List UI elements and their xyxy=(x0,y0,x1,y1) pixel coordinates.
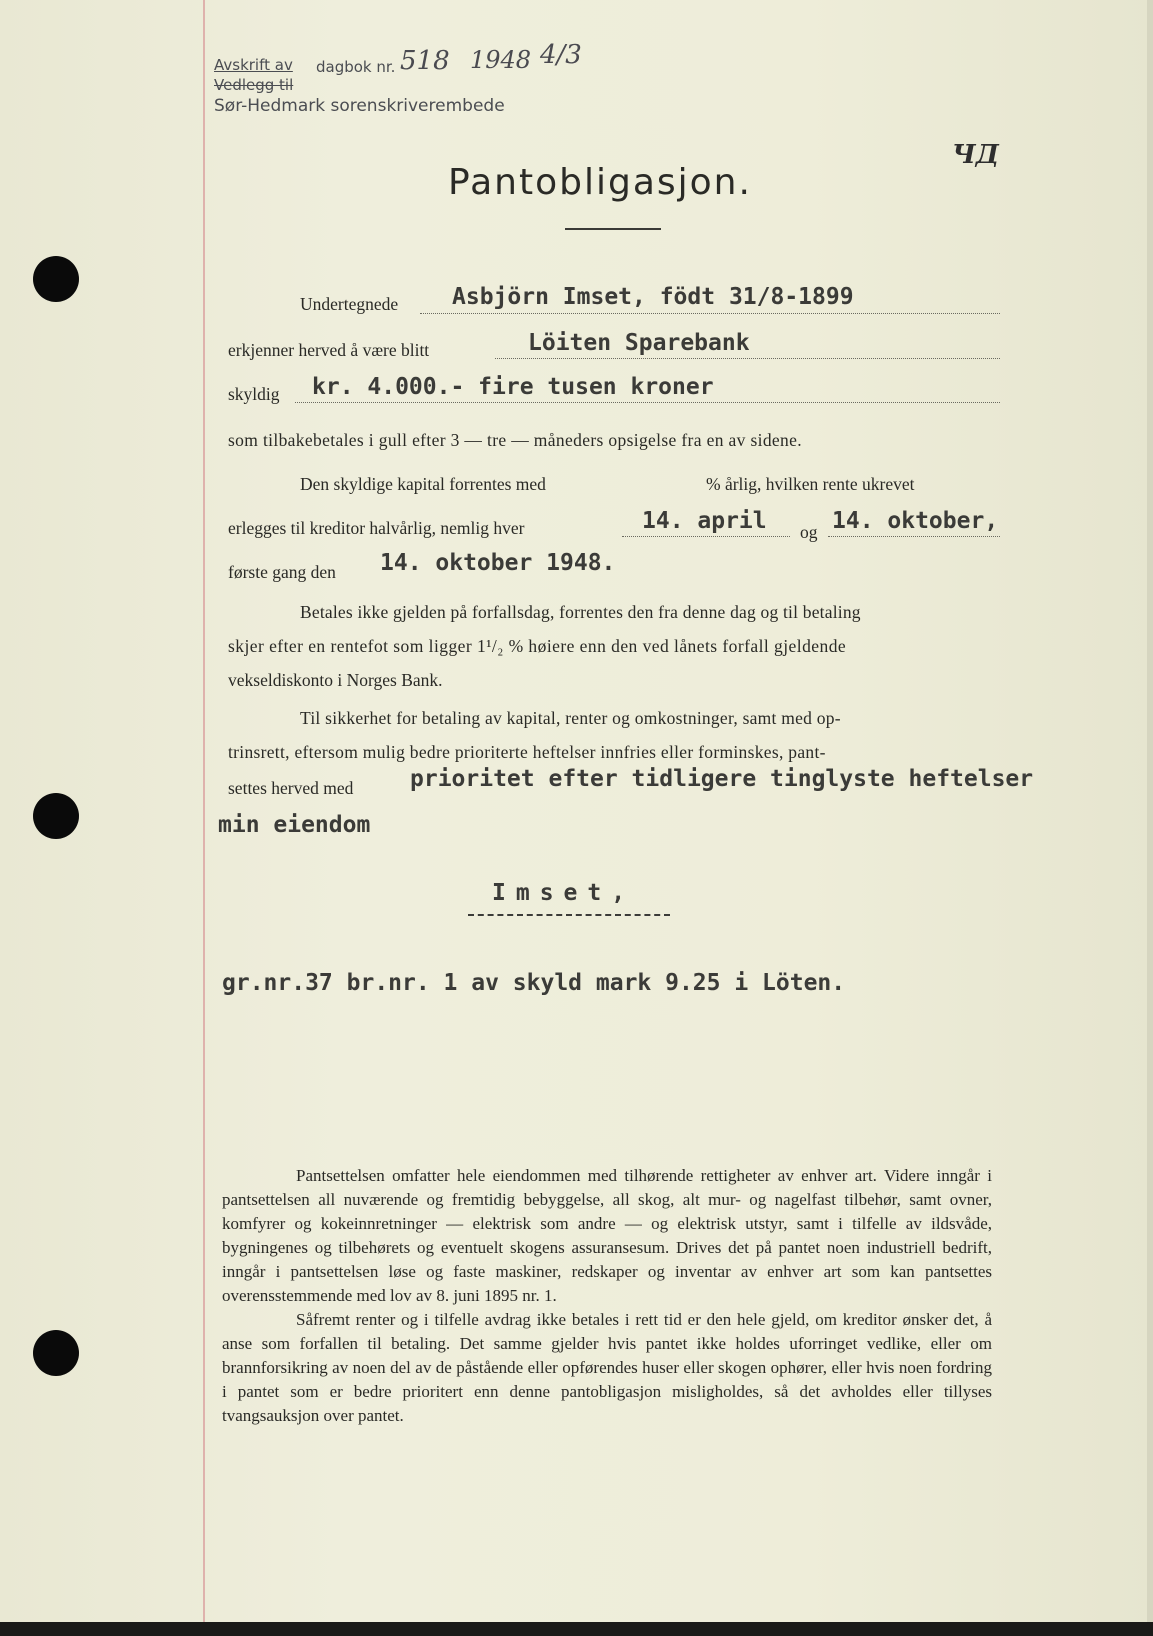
property-name: Imset, xyxy=(492,880,636,906)
dotted-line xyxy=(828,535,1000,537)
betales-line-1: Betales ikke gjelden på forfallsdag, forrentes den fra denne dag og til betaling xyxy=(300,602,861,622)
scan-bottom-edge xyxy=(0,1622,1153,1636)
skyldig-label: skyldig xyxy=(228,384,280,404)
erkjenner-label: erkjenner herved å være blitt xyxy=(228,340,430,360)
punch-hole xyxy=(33,256,79,302)
office-stamp: Sør-Hedmark sorenskriverembede xyxy=(214,96,505,116)
sikkerhet-line-3: settes herved med xyxy=(228,778,354,798)
terms-paragraphs xyxy=(222,1164,992,1428)
sikkerhet-line-1: Til sikkerhet for betaling av kapital, renter og omkostninger, samt med op- xyxy=(300,708,841,728)
interest-text-2: % årlig, hvilken rente ukrevet xyxy=(706,474,915,494)
terms-paragraph-1: Pantsettelsen omfatter hele eiendommen med tilhørende rettigheter av enhver art. Videre inngår i pantsettelsen all nuværende og fremtidig bebyggelse, all skog, alt mur- og nagelfast tilbehør, samt ovner, komfyrer og kokeinnretninger — elektrisk som andre — og elektrisk utstyr, samt i tilfelle av ildsvåde, bygningenes og tilbehørets og eventuelt skogens assuransesum. Drives det på pantet noen industriell bedrift, inngår i pantsettelsen løse og faste maskiner, redskaper og inventar av enhver art som kan pantsettes overensstemmende med lov av 8. juni 1895 nr. 1. xyxy=(222,1166,992,1305)
corner-mark: ЧД xyxy=(952,140,999,170)
forste-label: første gang den xyxy=(228,562,336,582)
interest-text-1: Den skyldige kapital forrentes med xyxy=(300,474,546,494)
page-title: Pantobligasjon. xyxy=(448,162,752,203)
dotted-line xyxy=(420,312,1000,314)
sikkerhet-line-2: trinsrett, eftersom mulig bedre prioriterte heftelser innfries eller forminskes, pant- xyxy=(228,742,826,762)
betales-line-2: skjer efter en rentefot som ligger 1¹/₂ % høiere enn den ved lånets forfall gjeldende xyxy=(228,636,847,656)
punch-hole xyxy=(33,1330,79,1376)
dagbok-number: 518 xyxy=(400,46,450,76)
first-payment-date: 14. oktober 1948. xyxy=(380,550,616,576)
repayment-terms: som tilbakebetales i gull efter 3 — tre — måneders opsigelse fra en av sidene. xyxy=(228,430,802,450)
dotted-line xyxy=(295,401,1000,403)
undertegnede-label: Undertegnede xyxy=(300,294,399,314)
og-label: og xyxy=(800,522,818,542)
payment-date-2: 14. oktober, xyxy=(832,508,999,534)
dotted-line xyxy=(622,535,790,537)
property-description: gr.nr.37 br.nr. 1 av skyld mark 9.25 i Löten. xyxy=(222,970,846,996)
title-rule xyxy=(565,228,661,230)
vedlegg-label: Vedlegg til xyxy=(214,76,294,94)
punch-hole xyxy=(33,793,79,839)
property-underline xyxy=(468,914,670,916)
page-edge xyxy=(1147,0,1153,1636)
year: 1948 xyxy=(470,46,532,74)
erlegges-label: erlegges til kreditor halvårlig, nemlig hver xyxy=(228,518,525,538)
amount: kr. 4.000.- fire tusen kroner xyxy=(312,374,714,400)
date: 4/3 xyxy=(540,40,582,70)
creditor-name: Löiten Sparebank xyxy=(528,330,750,356)
dotted-line xyxy=(495,357,1000,359)
payment-date-1: 14. april xyxy=(642,508,767,534)
betales-line-3: vekseldiskonto i Norges Bank. xyxy=(228,670,443,690)
terms-paragraph-2: Såfremt renter og i tilfelle avdrag ikke betales i rett tid er den hele gjeld, om kreditor ønsker det, å anse som forfallen til betaling. Det samme gjelder hvis pantet ikke holdes uforringet vedlike, eller om brannforsikring av noen del av de påstående eller opførendes huser eller skogen ophører, eller hvis noen fordring i pantet som er bedre prioritert enn denne pantobligasjon misligholdes, så det avholdes eller tillyses tvangsauksjon over pantet. xyxy=(222,1310,992,1425)
margin-line xyxy=(203,0,205,1636)
priority-line-1: prioritet efter tidligere tinglyste heftelser xyxy=(410,766,1034,792)
dagbok-label: dagbok nr. xyxy=(316,58,396,76)
avskrift-label: Avskrift av xyxy=(214,56,293,74)
priority-line-2: min eiendom xyxy=(218,812,371,838)
debtor-name: Asbjörn Imset, födt 31/8-1899 xyxy=(452,284,854,310)
